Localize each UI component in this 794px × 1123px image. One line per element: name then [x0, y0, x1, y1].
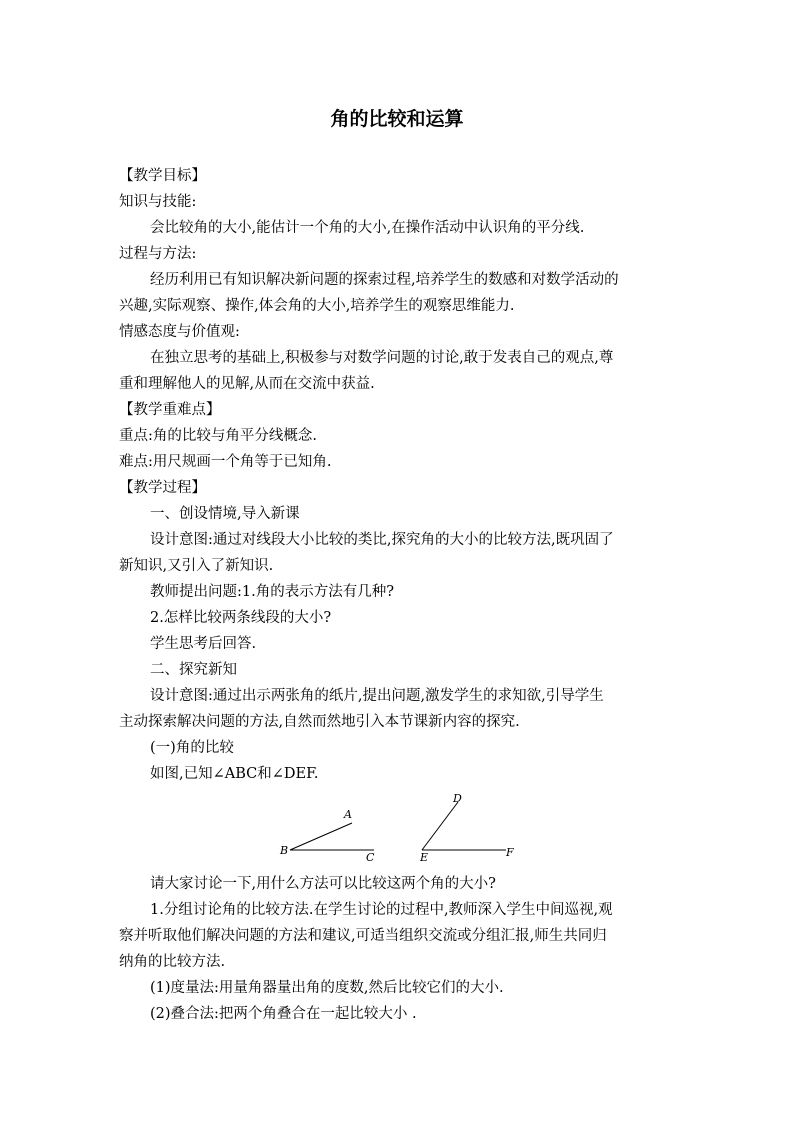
- page-title: 角的比较和运算: [330, 108, 464, 130]
- ray-ba: [290, 823, 352, 850]
- paragraph-line: 2.怎样比较两条线段的大小?: [150, 610, 332, 626]
- paragraph-line: 难点:用尺规画一个角等于已知角.: [119, 454, 332, 470]
- paragraph-line: 重和理解他人的见解,从而在交流中获益.: [119, 376, 375, 392]
- label-b: B: [280, 844, 289, 857]
- label-c: C: [366, 851, 375, 864]
- section-heading-process: 【教学过程】: [119, 480, 206, 496]
- paragraph-line: 察并听取他们解决问题的方法和建议,可适当组织交流或分组汇报,师生共同归: [119, 928, 607, 944]
- label-f: F: [506, 846, 514, 859]
- label-a: A: [344, 808, 352, 821]
- paragraph-line: 主动探索解决问题的方法,自然而然地引入本节课新内容的探究.: [119, 714, 520, 730]
- paragraph-line: 兴趣,实际观察、操作,体会角的大小,培养学生的观察思维能力.: [119, 298, 515, 314]
- paragraph-line: 新知识,又引入了新知识.: [119, 558, 274, 574]
- subheading-knowledge-skills: 知识与技能:: [119, 194, 197, 210]
- paragraph-line: 二、探究新知: [150, 662, 237, 678]
- paragraph-line: (2)叠合法:把两个角叠合在一起比较大小 .: [150, 1006, 417, 1022]
- paragraph-line: 一、创设情境,导入新课: [150, 506, 300, 522]
- subheading-process-method: 过程与方法:: [119, 246, 197, 262]
- paragraph-line: 如图,已知∠ABC和∠DEF.: [150, 766, 319, 782]
- paragraph-line: 1.分组讨论角的比较方法.在学生讨论的过程中,教师深入学生中间巡视,观: [150, 902, 613, 918]
- paragraph-line: 纳角的比较方法.: [119, 954, 226, 970]
- angle-figure: [270, 790, 530, 870]
- paragraph-line: 教师提出问题:1.角的表示方法有几种?: [150, 584, 394, 600]
- subheading-attitude-values: 情感态度与价值观:: [119, 324, 240, 340]
- paragraph-line: (1)度量法:用量角器量出角的度数,然后比较它们的大小.: [150, 980, 504, 996]
- paragraph-line: 会比较角的大小,能估计一个角的大小,在操作活动中认识角的平分线.: [150, 220, 585, 236]
- angle-def: [419, 792, 514, 864]
- section-heading-objectives: 【教学目标】: [119, 168, 206, 184]
- paragraph-line: 在独立思考的基础上,积极参与对数学问题的讨论,敢于发表自己的观点,尊: [150, 350, 614, 366]
- paragraph-line: 设计意图:通过出示两张角的纸片,提出问题,激发学生的求知欲,引导学生: [150, 688, 604, 704]
- angle-abc: [279, 808, 375, 864]
- paragraph-line: (一)角的比较: [150, 740, 234, 756]
- paragraph-line: 重点:角的比较与角平分线概念.: [119, 428, 317, 444]
- paragraph-line: 设计意图:通过对线段大小比较的类比,探究角的大小的比较方法,既巩固了: [150, 532, 614, 548]
- section-heading-key-points: 【教学重难点】: [119, 402, 221, 418]
- paragraph-line: 经历利用已有知识解决新问题的探索过程,培养学生的数感和对数学活动的: [150, 272, 619, 288]
- paragraph-line: 请大家讨论一下,用什么方法可以比较这两个角的大小?: [150, 876, 496, 892]
- paragraph-line: 学生思考后回答.: [150, 636, 257, 652]
- label-e: E: [420, 851, 429, 864]
- label-d: D: [453, 792, 462, 805]
- ray-ed: [422, 802, 458, 850]
